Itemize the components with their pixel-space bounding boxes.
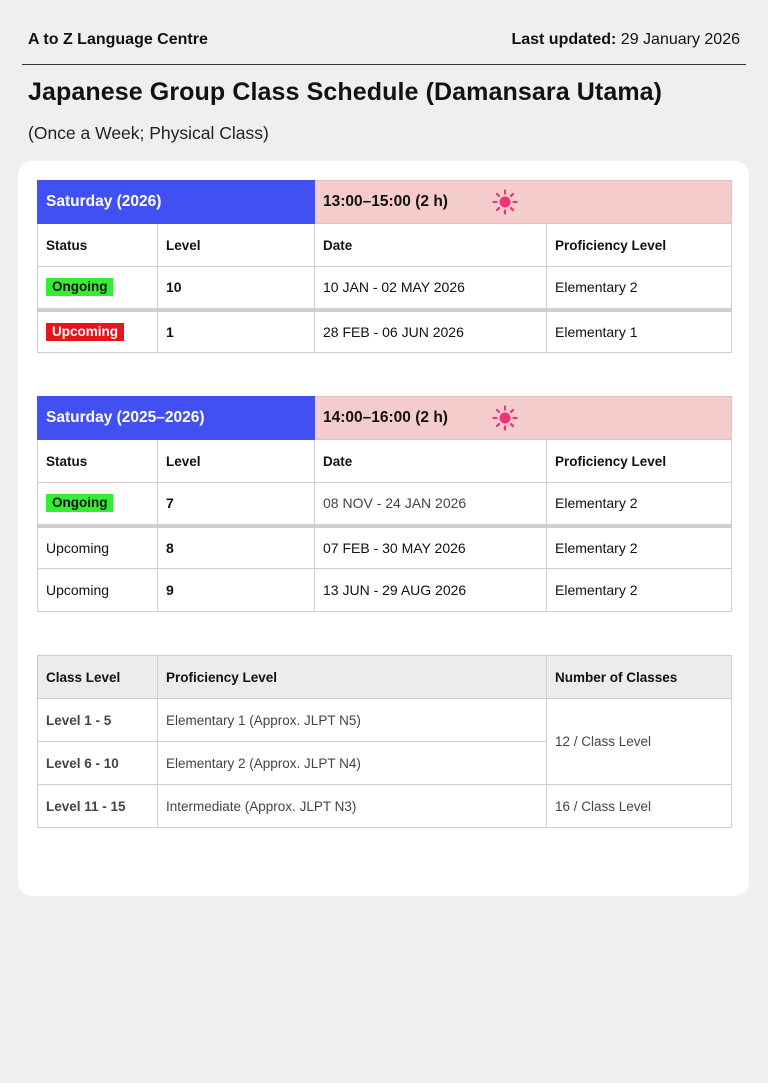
table-header-row xyxy=(38,440,732,483)
proficiency-cell: Elementary 1 (Approx. JLPT N5) xyxy=(158,699,547,742)
column-header: Date xyxy=(315,224,547,267)
class-level-cell: Level 6 - 10 xyxy=(38,742,158,785)
table-header-row xyxy=(38,224,732,267)
column-header: Level xyxy=(158,440,315,483)
status-cell xyxy=(38,310,158,353)
status-badge-ongoing: Ongoing xyxy=(46,494,113,512)
column-header: Number of Classes xyxy=(547,656,732,699)
table-row xyxy=(38,526,732,569)
table-row xyxy=(38,267,732,310)
status-cell: Upcoming xyxy=(38,569,158,612)
page-subtitle: (Once a Week; Physical Class) xyxy=(28,123,269,143)
table-header-row xyxy=(38,656,732,699)
date-cell: 13 JUN - 29 AUG 2026 xyxy=(315,569,547,612)
schedule-time-text: 14:00–16:00 (2 h) xyxy=(323,409,448,426)
date-cell: 08 NOV - 24 JAN 2026 xyxy=(315,483,547,526)
column-header: Proficiency Level xyxy=(158,656,547,699)
schedule-table-saturday-2025-2026 xyxy=(37,396,732,612)
status-badge-upcoming: Upcoming xyxy=(46,323,124,341)
proficiency-cell: Elementary 2 xyxy=(547,267,732,310)
status-cell xyxy=(38,267,158,310)
header-divider xyxy=(22,64,746,65)
date-cell: 10 JAN - 02 MAY 2026 xyxy=(315,267,547,310)
top-bar xyxy=(28,28,740,52)
table-row xyxy=(38,699,732,742)
column-header: Class Level xyxy=(38,656,158,699)
last-updated xyxy=(511,31,740,49)
level-cell: 9 xyxy=(158,569,315,612)
level-cell: 7 xyxy=(158,483,315,526)
column-header: Status xyxy=(38,224,158,267)
last-updated-label: Last updated: xyxy=(511,31,617,48)
brand-name: A to Z Language Centre xyxy=(28,31,208,48)
page-title: Japanese Group Class Schedule (Damansara Utama) xyxy=(28,78,663,106)
table-row xyxy=(38,569,732,612)
date-cell: 07 FEB - 30 MAY 2026 xyxy=(315,526,547,569)
schedule-time-text: 13:00–15:00 (2 h) xyxy=(323,193,448,210)
sun-icon xyxy=(492,405,518,431)
schedule-time xyxy=(315,181,732,224)
level-cell: 10 xyxy=(158,267,315,310)
column-header: Proficiency Level xyxy=(547,224,732,267)
schedule-table-saturday-2026 xyxy=(37,180,732,353)
table-row xyxy=(38,785,732,828)
status-badge-ongoing: Ongoing xyxy=(46,278,113,296)
schedule-card xyxy=(18,161,749,896)
column-header: Date xyxy=(315,440,547,483)
last-updated-date: 29 January 2026 xyxy=(620,31,740,48)
schedule-day: Saturday (2025–2026) xyxy=(38,397,315,440)
proficiency-cell: Elementary 2 xyxy=(547,569,732,612)
column-header: Proficiency Level xyxy=(547,440,732,483)
date-cell: 28 FEB - 06 JUN 2026 xyxy=(315,310,547,353)
status-cell: Upcoming xyxy=(38,526,158,569)
proficiency-cell: Elementary 2 xyxy=(547,526,732,569)
sun-icon xyxy=(492,189,518,215)
schedule-time xyxy=(315,397,732,440)
proficiency-cell: Intermediate (Approx. JLPT N3) xyxy=(158,785,547,828)
proficiency-cell: Elementary 1 xyxy=(547,310,732,353)
level-cell: 1 xyxy=(158,310,315,353)
status-cell xyxy=(38,483,158,526)
number-of-classes-cell: 16 / Class Level xyxy=(547,785,732,828)
column-header: Level xyxy=(158,224,315,267)
proficiency-cell: Elementary 2 (Approx. JLPT N4) xyxy=(158,742,547,785)
table-row xyxy=(38,483,732,526)
level-cell: 8 xyxy=(158,526,315,569)
table-row xyxy=(38,310,732,353)
number-of-classes-cell: 12 / Class Level xyxy=(547,699,732,785)
class-levels-table xyxy=(37,655,732,828)
schedule-day: Saturday (2026) xyxy=(38,181,315,224)
proficiency-cell: Elementary 2 xyxy=(547,483,732,526)
class-level-cell: Level 1 - 5 xyxy=(38,699,158,742)
column-header: Status xyxy=(38,440,158,483)
class-level-cell: Level 11 - 15 xyxy=(38,785,158,828)
